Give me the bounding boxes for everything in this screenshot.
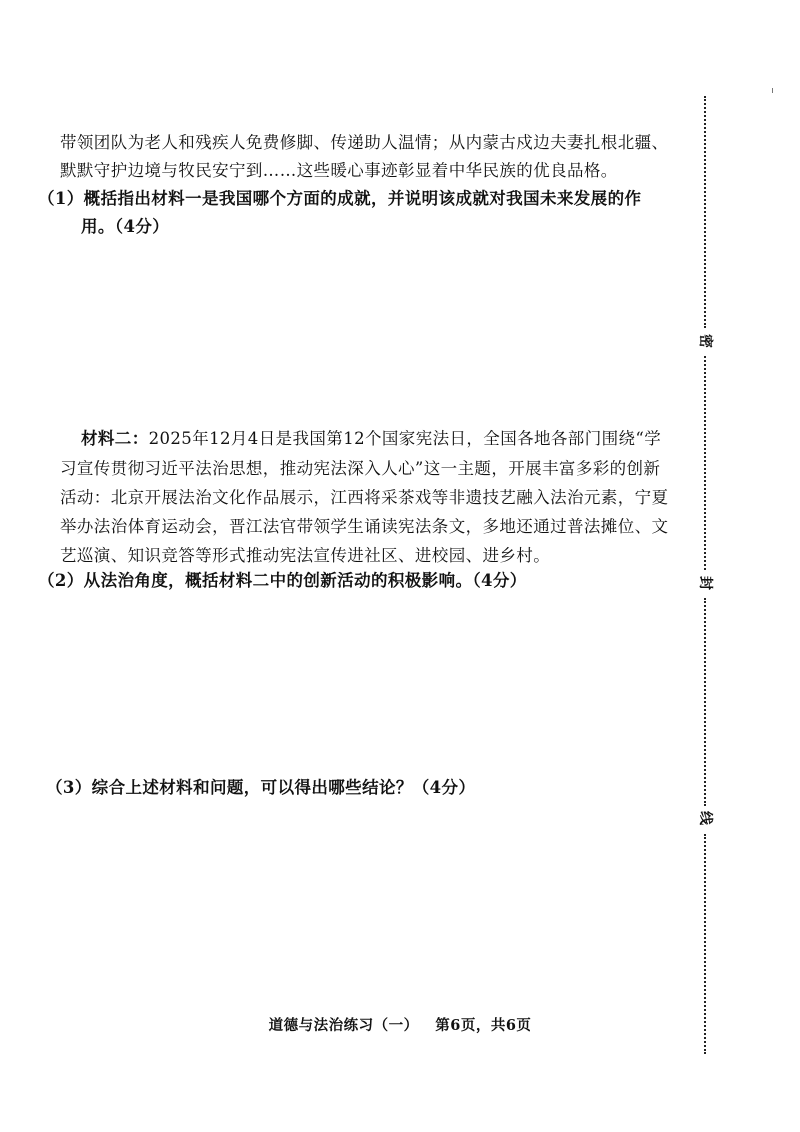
footer-subject: 道德与法治练习（一）: [268, 1017, 419, 1034]
material2-line-1: [81, 428, 707, 450]
corner-mark: [772, 88, 773, 93]
seal-label-mi: 密: [697, 334, 713, 348]
material1-line-1: 带领团队为老人和残疾人免费修脚、传递助人温情；从内蒙古戍边夫妻扎根北疆、: [60, 133, 669, 152]
question-2: （2）从法治角度，概括材料二中的创新活动的积极影响。（4分）: [38, 571, 527, 590]
question-1-line-2: 用。（4分）: [81, 217, 170, 236]
seal-label-feng: 封: [697, 576, 713, 590]
material2-text-1: 2025年12月4日是我国第12个国家宪法日，全国各地各部门围绕“学: [148, 429, 662, 448]
footer-page-number: 第6页，共6页: [435, 1017, 532, 1034]
material2-line-4: 举办法治体育运动会，晋江法官带领学生诵读宪法条文，多地还通过普法摊位、文: [60, 517, 669, 536]
seal-label-xian: 线: [697, 811, 713, 825]
question-1-line-1: （1）概括指出材料一是我国哪个方面的成就，并说明该成就对我国未来发展的作: [38, 189, 642, 208]
material1-line-2: 默默守护边境与牧民安宁到……这些暖心事迹彰显着中华民族的优良品格。: [60, 161, 618, 180]
seal-line-segment-4: [704, 834, 706, 1054]
material2-label: 材料二：: [81, 429, 149, 448]
seal-line-segment-1: [704, 96, 706, 328]
material2-line-2: 习宣传贯彻习近平法治思想，推动宪法深入人心”这一主题，开展丰富多彩的创新: [60, 459, 661, 478]
material2-line-5: 艺巡演、知识竞答等形式推动宪法宣传进社区、进校园、进乡村。: [60, 546, 551, 565]
question-3: （3）综合上述材料和问题，可以得出哪些结论？（4分）: [46, 778, 476, 797]
material2-line-3: 活动：北京开展法治文化作品展示，江西将采茶戏等非遗技艺融入法治元素，宁夏: [60, 488, 669, 507]
page-footer: [0, 1014, 800, 1035]
seal-line-segment-3: [704, 598, 706, 806]
seal-line-segment-2: [704, 356, 706, 570]
